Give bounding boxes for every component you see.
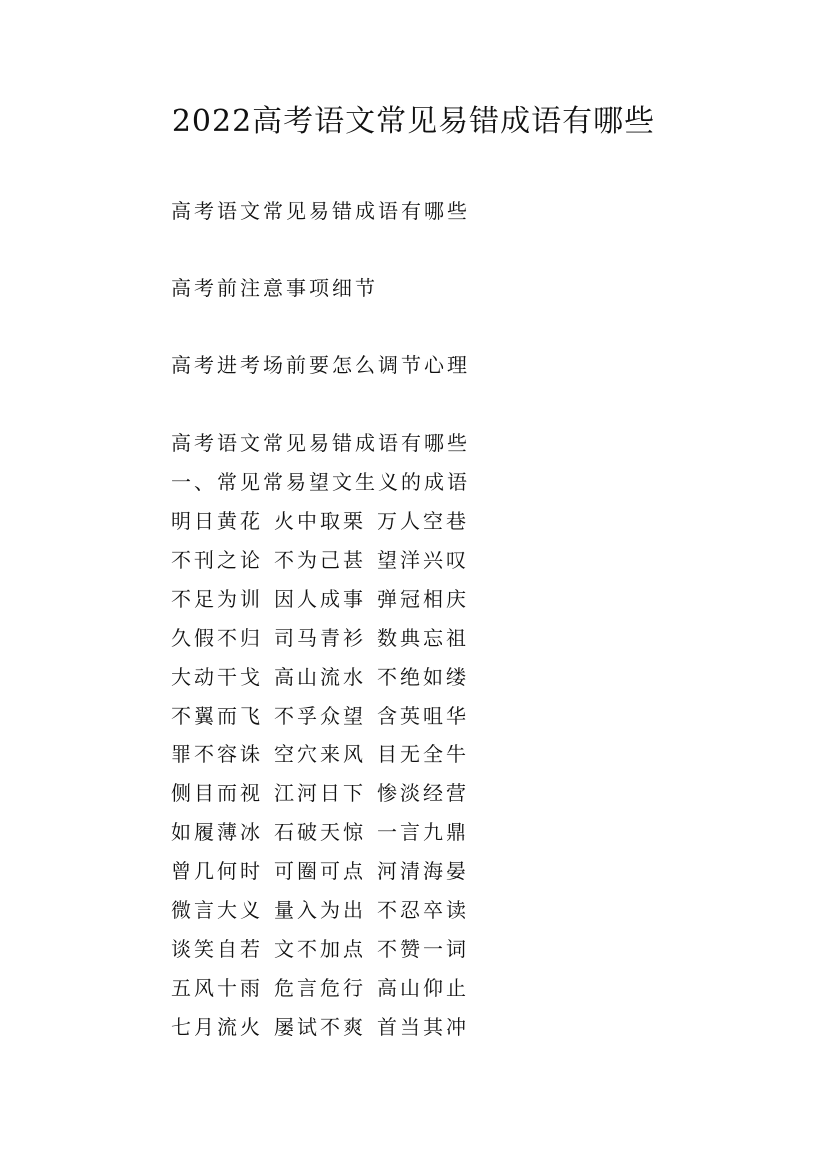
idiom-item: 不忍卒读 (377, 898, 469, 922)
toc-item: 高考前注意事项细节 (171, 276, 378, 300)
idiom-row (171, 506, 480, 536)
idiom-item: 一言九鼎 (377, 820, 469, 845)
idiom-item: 曾几何时 (171, 859, 263, 884)
idiom-row (171, 545, 480, 575)
idiom-item: 明日黄花 (171, 509, 263, 533)
idiom-row (171, 1012, 480, 1042)
idiom-row (171, 701, 480, 731)
idiom-item: 弹冠相庆 (377, 586, 469, 611)
idiom-item: 如履薄冰 (171, 820, 263, 845)
idiom-item: 不赞一词 (377, 936, 469, 961)
idiom-item: 石破天惊 (274, 820, 366, 845)
idiom-row (171, 817, 480, 847)
idiom-item: 量入为出 (274, 898, 366, 922)
idiom-item: 望洋兴叹 (377, 547, 469, 572)
idiom-item: 谈笑自若 (171, 936, 263, 961)
idiom-item: 河清海晏 (377, 859, 469, 884)
idiom-item: 高山仰止 (377, 975, 469, 1000)
idiom-item: 侧目而视 (171, 781, 263, 806)
idiom-item: 可圈可点 (274, 859, 366, 884)
toc-item: 高考进考场前要怎么调节心理 (171, 353, 470, 377)
idiom-row (171, 739, 480, 769)
idiom-item: 大动干戈 (171, 664, 263, 689)
idiom-row (171, 934, 480, 964)
idiom-item: 危言危行 (274, 975, 366, 1000)
idiom-item: 目无全牛 (377, 742, 469, 767)
idiom-item: 数典忘祖 (377, 625, 469, 650)
idiom-item: 文不加点 (274, 936, 366, 961)
document-title: 2022高考语文常见易错成语有哪些 (171, 104, 656, 139)
idiom-item: 首当其冲 (377, 1014, 469, 1039)
idiom-item: 罪不容诛 (171, 742, 263, 767)
idiom-item: 微言大义 (171, 898, 263, 922)
idiom-row (171, 584, 480, 614)
section-heading: 高考语文常见易错成语有哪些 (171, 431, 470, 455)
idiom-item: 不孚众望 (274, 703, 366, 728)
idiom-row (171, 973, 480, 1003)
idiom-item: 惨淡经营 (377, 781, 469, 806)
idiom-item: 不刊之论 (171, 547, 263, 572)
idiom-item: 七月流火 (171, 1014, 263, 1039)
idiom-row (171, 662, 480, 692)
idiom-row (171, 895, 480, 925)
idiom-row (171, 856, 480, 886)
toc-item: 高考语文常见易错成语有哪些 (171, 199, 470, 223)
idiom-item: 万人空巷 (377, 509, 469, 533)
idiom-item: 不足为训 (171, 586, 263, 611)
idiom-item: 不翼而飞 (171, 703, 263, 728)
idiom-item: 五风十雨 (171, 975, 263, 1000)
idiom-item: 久假不归 (171, 625, 263, 650)
idiom-item: 火中取栗 (274, 509, 366, 533)
idiom-item: 屡试不爽 (274, 1014, 366, 1039)
idiom-item: 因人成事 (274, 586, 366, 611)
idiom-item: 高山流水 (274, 664, 366, 689)
idiom-row (171, 623, 480, 653)
idiom-row (171, 778, 480, 808)
idiom-item: 空穴来风 (274, 742, 366, 767)
idiom-item: 不为己甚 (274, 547, 366, 572)
idiom-item: 含英咀华 (377, 703, 469, 728)
idiom-item: 不绝如缕 (377, 664, 469, 689)
idiom-item: 司马青衫 (274, 625, 366, 650)
idiom-item: 江河日下 (274, 781, 366, 806)
subheading: 一、常见常易望文生义的成语 (171, 470, 470, 494)
